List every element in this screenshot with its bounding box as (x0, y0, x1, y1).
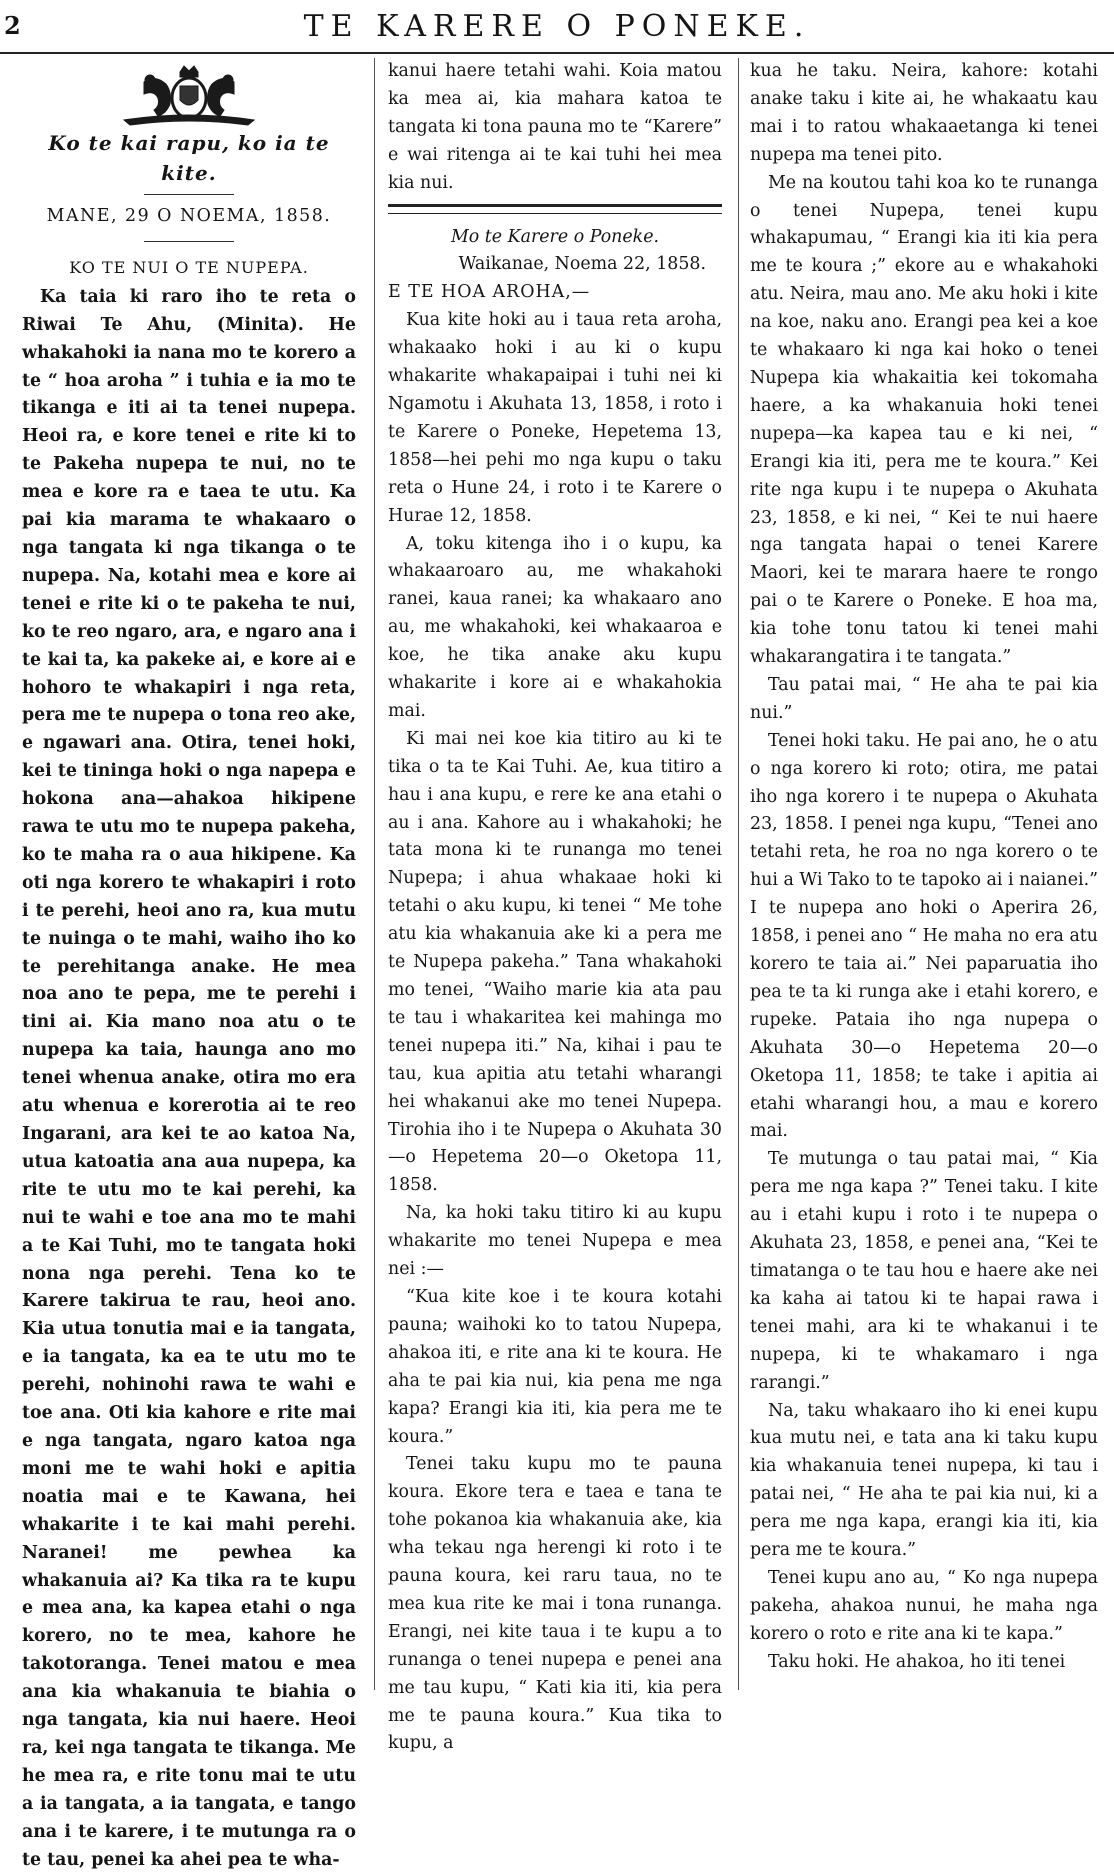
editorial-body: Ka taia ki raro iho te reta o Riwai Te Ahu, (Minita). He whakahoki ia nana mo te korero a te “ hoa aroha ” i tuhia e ia mo te tikanga e iti ai ta tenei nupepa. Heoi ra, e kore tenei e rite ki to te Pakeha nupepa te nui, no te mea e kore ra e taea te utu. Ka pai kia marama te whakaaro o nga tangata ki nga tikanga o te nupepa. Na, kotahi mea e kore ai tenei e rite ki o te pakeha te nui, ko te reo ngaro, ara, e ngaro ana i te kai ta, ka pakeke ai, e kore ai e hohoro te whakapiri i nga reta, pera me te nupepa o tona reo ake, e ngawari ana. Otira, tenei hoki, kei te tininga hoki o nga napepa e hokona ana—ahakoa hikipene rawa te utu mo te nupepa pakeha, ko te maha ra o aua hikipene. Ka oti nga korero te whakapiri i roto i te perehi, heoi ano ra, kua mutu te nuinga o te mahi, waiho iho ko te perehitanga anake. He mea noa ano te pepa, me te perehi i tini ai. Kia mano noa atu o te nupepa ka taia, haunga ano mo tenei whenua anake, otira mo era atu whenua e korerotia ai te reo Ingarani, ara kei te ao katoa Na, utua katoatia ana aua nupepa, ka rite te utu mo te kai perehi, ka nui te wahi e toe ana mo te mahi a te Kai Tuhi, mo te tangata hoki nona nga perehi. Tena ko te Karere takirua te rau, heoi ano. Kia utua tonutia mai e ia tangata, e ia tangata, ka ea te utu mo te perehi, nohinohi rawa te wahi e toe ana. Oti kia kahore e rite mai e nga tangata, ngaro katoa nga moni me te wahi hoki e apitia noatia mai e te Kawana, hei whakarite i te kai mahi perehi. Naranei! me pewhea ka whakanuia ai? Ka tika ra te kupu e mea ana, ka kapea etahi o nga korero, no te mea, kahore he takotoranga. Tenei matou e mea ana kia whakanuia te biahia o nga tangata, kia nui haere. Heoi ra, kei nga tangata te tikanga. Me he mea ra, e rite tonu mai te utu a ia tangata, a ia tangata, e tango ana i te karere, i te mutunga ra o te tau, penei ka ahei pea te wha- (22, 286, 356, 1870)
page-number: 2 (4, 11, 21, 40)
letter-paragraph: Te mutunga o tau patai mai, “ Kia pera me nga kapa ?” Tenei taku. I kite au i etahi kupu i roto i te nupepa o Akuhata 23, 1858, e penei ana, “Kei te timatanga o te tau hou e haere ake nei ka kaha ai tatou ki te hapai rawa i tenei mahi, ara ki te whakanui i te nupepa, ki te whakamaro i nga rarangi.” (750, 1149, 1098, 1393)
masthead-rule (0, 52, 1114, 54)
letter-paragraph: Na, taku whakaaro iho ki enei kupu kua mutu nei, e tata ana ki taku kupu kia whakanuia tenei nupepa, ki tau i patai nei, “ He aha te pai kia nui, ki a pera me nga kapa, erangi kia iti, kia pera me te koura.” (750, 1400, 1098, 1561)
letter-paragraph: Taku hoki. He ahakoa, ho iti tenei (768, 1651, 1066, 1672)
column-1 (22, 58, 356, 1870)
letter-paragraph: A, toku kitenga iho i o kupu, ka whakaaroaro au, me whakahoki ranei, kaua ranei; ka whakaaro ano au, me whakahoki, kei whakaaroa e koe, he tika anake aku kupu whakarite i kore ai e whakahokia mai. (388, 533, 722, 721)
column-2 (388, 58, 722, 1754)
letter-title: Mo te Karere o Poneke. (450, 226, 660, 247)
section-rule-thin (388, 213, 722, 214)
section-rule-thick (388, 204, 722, 207)
letter-paragraph: Na, ka hoki taku titiro ki au kupu whakarite mo tenei Nupepa e mea nei :— (388, 1203, 722, 1280)
column-divider-2 (738, 58, 739, 1690)
masthead-title: TE KARERE O PONEKE. (303, 9, 811, 44)
letter-place-date: Waikanae, Noema 22, 1858. (458, 254, 706, 275)
column-3 (750, 58, 1098, 1690)
letter-paragraph: Tenei kupu ano au, “ Ko nga nupepa pakeha, ahakoa nunui, he maha nga korero o roto e rite ana ki te kapa.” (750, 1567, 1098, 1644)
issue-date: MANE, 29 O NOEMA, 1858. (46, 206, 332, 226)
letter-paragraph: Ki mai nei koe kia titiro au ki te tika o ta te Kai Tuhi. Ae, kua titiro a hau i ana kupu, e rere ke ana etahi o au i ana. Kahore au i whakahoki; he tata mona ki te runanga mo tenei Nupepa; i ahua whakaae hoki ki tetahi o aku kupu, ki tenei “ Me tohe atu kia whakanuia ake ki a pera me te Nupepa pakeha.” Tana whakahoki mo tenei, “Waiho marie kia ata pau te tau i whakaritea kei mahinga mo tenei nupepa iti.” Na, kihai i pau te tau, kua apitia atu tetahi wharangi hei whakanui ake mo tenei Nupepa. Tirohia iho i te Nupepa o Akuhata 30—o Hepetema 20—o Oketopa 11, 1858. (388, 728, 722, 1196)
letter-paragraph: “Kua kite koe i te koura kotahi pauna; waihoki ko to tatou Nupepa, ahakoa iti, e rite ana ki te koura. He aha te pai kia nui, kia pena me nga kapa? Erangi kia iti, kia pera me te koura.” (388, 1286, 722, 1447)
column-divider-1 (374, 58, 375, 1690)
editorial-heading: KO TE NUI O TE NUPEPA. (69, 257, 309, 277)
letter-paragraph: Me na koutou tahi koa ko te runanga o tenei Nupepa, tenei kupu whakapumau, “ Erangi kia iti kia pera me te koura ;” ekore au e whakahoki atu. Neira, mau ano. Me aku hoki i kite na koe, naku ano. Erangi pea kei a koe te whakaaro ki nga kai hoko o tenei Nupepa kia whakaitia kei tokomaha haere, a ka whakanuia hoki tenei nupepa—ka kapea tau e ki nei, “ Erangi kia iti, pera me te koura.” Kei rite nga kupu i te nupepa o Akuhata 23, 1858, e ki nei, “ Kei te nui haere nga tangata hapai o tenei Karere Maori, kei te marara haere te rongo pai o te Karere o Poneke. E hoa ma, kia tohe tonu tatou ki tenei mahi whakarangatira i te tangata.” (750, 172, 1098, 668)
editorial-continuation: kanui haere tetahi wahi. Koia matou ka mea ai, kia mahara katoa te tangata ki tona pauna mo te “Karere” e wai ritenga ai te kai tuhi hei mea kia nui. (388, 61, 722, 193)
letter-paragraph: Tau patai mai, “ He aha te pai kia nui.” (750, 674, 1098, 723)
letter-paragraph: Kua kite hoki au i taua reta aroha, whakaako hoki i au ki o kupu whakarite whakapaipai i tuhi nei ki Ngamotu i Akuhata 13, 1858, i roto i te Karere o Poneke, Hepetema 13, 1858—hei pehi mo nga kupu o taku reta o Hune 24, i roto i te Karere o Hurae 12, 1858. (388, 310, 722, 526)
letter-salutation: E TE HOA AROHA,— (388, 282, 591, 303)
letter-paragraph: Tenei taku kupu mo te pauna koura. Ekore tera e taea e tana te tohe pokanoa kia whakanuia ake, kia wha tekau nga herengi ki roto i te pauna koura, kei raru taua, no te mea kua rite ke mai i tona runanga. Erangi, nei kite taua i te kupu a to runanga o tenei nupepa e penei ana me tau kupu, “ Kati kia iti, kia pera me te pauna koura.” Kua tika to kupu, a (388, 1454, 722, 1754)
date-rule (144, 241, 234, 242)
letter-paragraph: Tenei hoki taku. He pai ano, he o atu o nga korero ki roto; otira, me patai iho nga korero i te nupepa o Akuhata 23, 1858. I penei nga kupu, “Tenei ano tetahi reta, he roa no nga korero o te hui a Wi Tako to te tapoko ai i naianei.” I te nupepa ano hoki o Aperira 26, 1858, i penei ano “ He maha no era atu korero te taia ai.” Nei paparuatia iho pea te ta ki runga ake i etahi korero, e rupeke. Pataia iho nga nupepa o Akuhata 30—o Hepetema 20—o Oketopa 11, 1858; te take i apitia ai etahi wharangi hou, a mau e korero mai. (750, 730, 1099, 1142)
motto-rule (144, 194, 234, 195)
newspaper-motto: Ko te kai rapu, ko ia te kite. (48, 131, 330, 185)
letter-continuation: kua he taku. Neira, kahore: kotahi anake taku i kite ai, he whakaatu kau mai i to ratou whakaaetanga ki tenei nupepa ma tenei pito. (750, 61, 1098, 165)
royal-coat-of-arms-icon (104, 64, 274, 126)
